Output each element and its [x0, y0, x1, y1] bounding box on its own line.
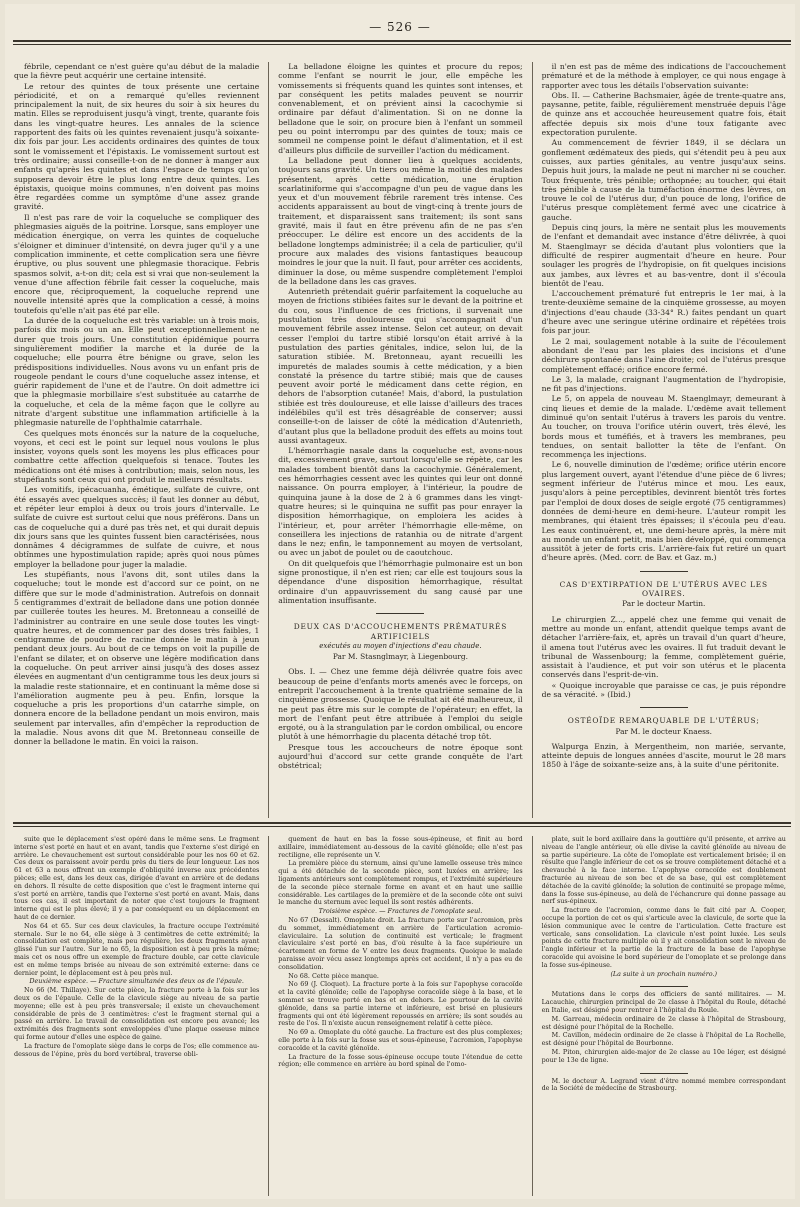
article-heading: CAS D'EXTIRPATION DE L'UTÉRUS AVEC LES OVAIRES.	[559, 579, 768, 599]
paragraph: Depuis cinq jours, la mère ne sentait plus les mouvements de l'enfant et demandait avec instance d'être délivrée, à quoi M. Staenglmayr se décida d'autant plus volontiers que la difficulté de respirer augmentait d'heure en heure. Pour soulager les progrès de l'hydropisie, on fit quelques incisions aux jambes, aux lèvres et au bas-ventre, dont il s'écoula bientôt de l'eau.	[541, 223, 786, 288]
column-3	[532, 62, 795, 818]
paragraph: L'accouchement prématuré fut entrepris le 1er mai, à la trente-deuxième semaine de la cinquième grossesse, au moyen d'injections d'eau chaude (33-34° R.) faites pendant un quart d'heure avec une seringue utérine ordinaire et répétées trois fois par jour.	[541, 289, 786, 336]
paragraph: M. Piton, chirurgien aide-major de 2e classe au 10e léger, est désigné pour le 13e de ligne.	[541, 1047, 786, 1064]
paragraph: Presque tous les accoucheurs de notre époque sont aujourd'hui d'accord sur cette grande conquête de l'art obstétrical;	[278, 742, 523, 771]
paragraph: Le 3, la malade, craignant l'augmentation de l'hydropisie, ne fit pas d'injections.	[541, 374, 786, 394]
paragraph: La fracture de l'omoplate siège dans le corps de l'os; elle commence au-dessous de l'épine, près du bord vertébral, traverse obli-	[14, 1041, 260, 1058]
article-subheading: exécutés au moyen d'injections d'eau chaude.	[319, 641, 482, 650]
bottom-column-3	[532, 836, 795, 1196]
header-rule	[13, 40, 791, 42]
paragraph: suite que le déplacement s'est opéré dans le même sens. Le fragment interne s'est porté en haut et en avant, tandis que l'externe s'est dirigé en arrière. Le chevauchement est surtout considérable pour les nos 60 et 62. Ces deux os paraissent avoir perdu près du tiers de leur longueur. Les nos 61 et 63 a nous offrent un exemple d'obliquité inverse aux précédentes pièces; elle est, dans les deux cas, dirigée d'avant en arrière et de dedans en dehors. Il résulte de cette disposition que c'est le fragment interne qui s'est porté en arrière, tandis que l'externe s'est porté en avant. Mais, dans tous ces cas, il est important de noter que c'est toujours le fragment interne qui est le plus élevé; il y a par conséquent eu un déplacement en haut de ce dernier.	[14, 836, 260, 921]
bottom-columns	[5, 836, 795, 1196]
top-columns	[5, 62, 795, 818]
section-divider	[640, 986, 688, 987]
paragraph: Nos 64 et 65. Sur ces deux clavicules, la fracture occupe l'extrémité sternale. Sur le no 64, elle siège à 3 centimètres de cette extrémité; la consolidation est complète, mais peu régulière, les deux fragments ayant glissé l'un sur l'autre. Sur le no 65, la disposition est à peu près la même; mais cet os nous offre un exemple de fracture double, car cette clavicule est en même temps brisée au niveau de son extrémité externe: dans ce dernier point, le déplacement est à peu près nul.	[14, 921, 260, 977]
paragraph: La première pièce du sternum, ainsi qu'une lamelle osseuse très mince qui a été détachée de la seconde pièce, sont luxées en arrière; les ligaments antérieurs sont complètement rompus, et l'extrémité supérieure de la seconde pièce sternale forme en avant et en haut une saillie considérable. Les cartilages de la première et de la seconde côte ont suivi le manche du sternum avec lequel ils sont restés adhérents.	[278, 859, 523, 907]
section-divider	[376, 613, 424, 614]
section-subtitle: Deuxième espèce. — Fracture simultanée des deux os de l'épaule.	[29, 977, 244, 986]
paragraph: Ces quelques mots énoncés sur la nature de la coqueluche, voyons, et ceci est le point sur lequel nous voulons le plus insister, voyons quels sont les moyens les plus efficaces pour combattre cette affection quelquefois si tenace. Toutes les médications ont été mises à contribution; mais, selon nous, les stupéfiants sont ceux qui ont produit le meilleurs résultats.	[14, 428, 260, 485]
paragraph: fébrile, cependant ce n'est guère qu'au début de la maladie que la fièvre peut acquérir une certaine intensité.	[14, 62, 260, 81]
paragraph: « Quoique incroyable que paraisse ce cas, je puis répondre de sa véracité. » (Ibid.)	[541, 680, 786, 699]
column-1	[5, 62, 268, 818]
paragraph: La fracture de la fosse sous-épineuse occupe toute l'étendue de cette région; elle commence en arrière au bord spinal de l'omo-	[278, 1052, 523, 1069]
paragraph: Walpurga Enzin, à Mergentheim, non mariée, servante, atteinte depuis de longues années d'ascite, mourut le 28 mars 1850 à l'âge de soixante-seize ans, à la suite d'une péritonite.	[541, 741, 786, 770]
paragraph: Au commencement de février 1849, il se déclara un gonflement œdémateux des pieds, qui s'étendit peu à peu aux cuisses, aux parties génitales, au ventre jusqu'aux seins. Depuis huit jours, la malade ne peut ni marcher ni se coucher. Toux fréquente, très pénible; orthopnée; au toucher, qui était très pénible à cause de la tuméfaction énorme des lèvres, on trouve le col de l'utérus dur, d'un pouce de long, l'orifice de l'utérus presque complètement fermé avec une cicatrice à gauche.	[541, 138, 786, 222]
article-heading: OSTÉOÏDE REMARQUABLE DE L'UTÉRUS;	[567, 716, 760, 726]
paragraph: Autenrieth prétendait guérir parfaitement la coqueluche au moyen de frictions stibiées faites sur le devant de la poitrine et du cou, sous l'influence de ces frictions, il survenait une pustulation très douloureuse qui s'accompagnait d'un mouvement fébrile assez intense. Selon cet auteur, on devait cesser l'emploi du tartre stibié lorsqu'on était arrivé à la pustulation des parties génitales, indice, selon lui, de la saturation stibiée. M. Bretonneau, ayant recueilli les impuretés de malades soumis à cette médication, y a bien constaté la présence du tartre stibié; mais que de causes peuvent avoir porté le médicament dans cette région, en dehors de l'absorption cutanée! Mais, d'abord, la pustulation stibiée est très douloureuse, et elle laisse d'ailleurs des traces indélébiles qu'il est très désagréable de conserver; aussi conseille-t-on de laisser de côté la médication d'Autenrieth, d'autant plus que la belladone produit des effets au moins tout aussi avantageux.	[278, 287, 523, 445]
article-author: Par le docteur Martin.	[622, 599, 706, 609]
section-subtitle: Troisième espèce. — Fractures de l'omoplate seul.	[318, 907, 483, 916]
paragraph: Le 5, on appela de nouveau M. Staenglmayr, demeurant à cinq lieues et demie de la malade. L'œdème avait tellement diminué qu'on sentait l'utérus à travers les parois du ventre. Au toucher, on trouva l'orifice utérin ouvert, très élevé, les bords mous et tuméfiés, et à travers les membranes, peu tendues, on sentait ballotter la tête de l'enfant. On recommença les injections.	[541, 394, 786, 460]
paragraph: La belladone peut donner lieu à quelques accidents, toujours sans gravité. Un tiers ou même la moitié des malades présentent, après cette médication, une éruption scarlatiniforme qui s'accompagne d'un peu de vague dans les yeux et d'un mouvement fébrile rarement très intense. Ces accidents apparaissent au bout de vingt-cinq à trente jours de traitement, et disparaissent sans traitement; ils sont sans gravité, mais il faut en être prévenu afin de ne pas s'en préoccuper. Le délire est encore un des accidents de la belladone longtemps administrée; il a cela de particulier, qu'il procure aux malades des visions fantastiques beaucoup moindres le jour que la nuit. Il faut, pour arrêter ces accidents, diminuer la dose, ou même suspendre complètement l'emploi de la belladone dans les cas graves.	[278, 155, 523, 286]
paragraph: Le 2 mai, soulagement notable à la suite de l'écoulement abondant de l'eau par les plaies des incisions et d'une déchirure spontanée dans l'aine droite; col de l'utérus presque complètement effacé; orifice encore fermé.	[541, 336, 786, 374]
paragraph: Les vomitifs, ipécacuanha, émétique, sulfate de cuivre, ont été essayés avec quelques succès; il faut les donner au début, et répéter leur emploi à deux ou trois jours d'intervalle. Le sulfate de cuivre est surtout celui que nous préférons. Dans un cas de coqueluche qui a duré pas très net, et qui durait depuis dix jours sans que les quintes fussent bien caractérisées, nous donnâmes 4 décigrammes de sulfate de cuivre, et nous obtînmes une hypostimulation rapide; après quoi nous pûmes employer la belladone pour juger la maladie.	[14, 485, 260, 569]
paragraph: On dit quelquefois que l'hémorrhagie pulmonaire est un bon signe pronostique, il n'en est rien; car elle est toujours sous la dépendance d'une disposition hémorrhagique, résultat ordinaire d'un appauvrissement du sang causé par une alimentation insuffisante.	[278, 558, 523, 605]
section-divider	[640, 707, 688, 708]
paragraph: plate, suit le bord axillaire dans la gouttière qu'il présente, et arrive au niveau de l'angle antérieur, où elle divise la cavité glénoïde au niveau de sa partie supérieure. La côte de l'omoplate est verticalement brisée; il en résulte que l'angle inférieur de cet os se trouve complètement détaché et a chevauché à la face interne. L'apophyse coracoïde est doublement fracturée au niveau de son bec et de sa base, qui est complètement détachée de la cavité glénoïde; la solution de continuité se propage même, dans la fosse sus-épineuse, au delà de l'échancrure qui donne passage au nerf sus-épineux.	[541, 836, 786, 906]
article-author: Par M. Stasnglmayr, à Liegenbourg.	[332, 652, 468, 662]
paragraph: La durée de la coqueluche est très variable: un à trois mois, parfois dix mois ou un an. Elle peut exceptionnellement ne durer que trois jours. Une constitution épidémique pourra singulièrement modifier la marche et la durée de la coqueluche; elle pourra être bénigne ou grave, selon les prédispositions individuelles. Nous avons vu un enfant pris de rougeole pendant le cours d'une coqueluche assez intense, et guérir rapidement de l'une et de l'autre. On doit admettre ici que la phlegmasie morbillaire s'est substituée au catarrhe de la coqueluche, et cela de la même façon que le collyre au nitrate d'argent substitue une inflammation artificielle à la phlegmasie naturelle de l'ophthalmie catarrhale.	[14, 316, 260, 428]
paragraph: Le 6, nouvelle diminution de l'œdème; orifice utérin encore plus largement ouvert, ayant l'étendue d'une pièce de 6 livres; segment inférieur de l'utérus mince et mou. Les eaux, jusqu'alors à peine perceptibles, devinrent bientôt très fortes par l'emploi de doux doses de seigle ergoté (75 centigrammes) données de demi-heure en demi-heure. L'auteur rompit les membranes, qui étaient très épaisses; il s'écoula peu d'eau. Les eaux continuèrent, et, une demi-heure après, la mère mit au monde un enfant petit, mais bien développé, qui commença aussitôt à jeter de forts cris. L'arrière-faix fut retiré un quart d'heure après. (Med. corr. de Bav. et Gaz. m.)	[541, 460, 786, 563]
paragraph: No 69 (J. Cloquet). La fracture porte à la fois sur l'apophyse coracoïde et la cavité glénoïde; celle de l'apophyse coracoïde siège à la base, et le sommet se trouve porté en bas et en dehors. Le pourtour de la cavité glénoïde, dans sa partie interne et inférieure, est brisé en plusieurs fragments qui ont été légèrement repoussés en arrière; ils sont soudés au reste de l'os. Il n'existe aucun renseignement relatif à cette pièce.	[278, 980, 523, 1028]
continuation-note: (La suite à un prochain numéro.)	[610, 969, 718, 978]
newspaper-page	[5, 4, 795, 1199]
paragraph: Il n'est pas rare de voir la coqueluche se compliquer des phlegmasies aiguës de la poitrine. Lorsque, sans employer une médication énergique, on verra les quintes de coqueluche s'éloigner et diminuer d'intensité, on devra juger qu'il y a une complication imminente, et cette complication sera une fièvre éruptive, ou plus souvent une phlegmasie thoracique. Febris spasmos solvit, a-t-on dit; cela est si vrai que non-seulement la venue d'une affection fébrile fait cesser la coqueluche, mais encore que, réciproquement, la coqueluche reprend une nouvelle intensité après que la complication a cessé, à moins toutefois qu'elle n'ait pas été par elle.	[14, 212, 260, 315]
paragraph: Le retour des quintes de toux présente une certaine périodicité, et on a remarqué qu'elles reviennent principalement la nuit, de six heures du soir à six heures du matin. Elles se reproduisent jusqu'à vingt, trente, quarante fois dans les vingt-quatre heures. Les annales de la science rapportent des faits où les quintes revenaient jusqu'à soixante-dix fois par jour. Les accidents ordinaires des quintes de toux sont le vomissement et l'épistaxis. Le vomissement surtout est très ordinaire; aussi conseille-t-on de ne donner à manger aux enfants qu'après les quintes et dans l'espace de temps qu'on supposera devoir être le plus long entre deux quintes. Les épistaxis, quoique moins communes, n'en doivent pas moins être regardées comme un symptôme d'une assez grande gravité.	[14, 81, 260, 212]
paragraph: M. le docteur A. Legrand vient d'être nommé membre correspondant de la Société de médecine de Strasbourg.	[541, 1076, 786, 1093]
paragraph: il n'en est pas de même des indications de l'accouchement prématuré et de la méthode à employer, ce qui nous engage à rapporter avec tous les détails l'observation suivante:	[541, 62, 786, 90]
paragraph: Le chirurgien Z..., appelé chez une femme qui venait de mettre au monde un enfant, attendit quelque temps avant de détacher l'arrière-faix, et, après un travail d'un quart d'heure, il amena tout l'utérus avec les ovaires. Il fut traduit devant le tribunal de Wassenbourg; la femme, complètement guérie, assistait à l'audience, et put voir son utérus et le placenta conservés dans l'esprit-de-vin.	[541, 614, 786, 680]
paragraph: No 69 a. Omoplate du côté gauche. La fracture est des plus complexes; elle porte à la fois sur la fosse sus et sous-épineuse, l'acromion, l'apophyse coracoïde et la cavité glénoïde.	[278, 1028, 523, 1052]
paragraph: Obs. I. — Chez une femme déjà délivrée quatre fois avec beaucoup de peine d'enfants morts amenés avec le forceps, on entreprit l'accouchement à la trente quatrième semaine de la cinquième grossesse. Quoique le résultat ait été malheureux, il ne peut pas être mis sur le compte de l'opérateur; en effet, la mort de l'enfant peut être attribuée à l'emploi du seigle ergoté, ou à la strangulation par le cordon ombilical, ou encore plutôt à une hémorrhagie du placenta détaché trop tôt.	[278, 667, 523, 742]
bottom-column-1	[5, 836, 268, 1196]
paragraph: Obs. II. — Catherine Bachsmaier, âgée de trente-quatre ans, paysanne, petite, faible, régulièrement menstruée depuis l'âge de quinze ans et accouchée heureusement quatre fois, était affectée depuis six mois d'une toux fatigante avec expectoration purulente.	[541, 90, 786, 138]
paragraph: Mutations dans le corps des officiers de santé militaires. — M. Lacauchie, chirurgien principal de 2e classe à l'hôpital du Roule, détaché en Italie, est désigné pour rentrer à l'hôpital du Roule.	[541, 990, 786, 1014]
paragraph: Les stupéfiants, nous l'avons dit, sont utiles dans la coqueluche; tout le monde est d'accord sur ce point, on ne diffère que sur le mode d'administration. Autrefois on donnait 5 centigrammes d'extrait de belladone dans une potion donnée par cuillerée toutes les heures. M. Bretonneau a conseillé de l'administrer au contraire en une seule dose toutes les vingt-quatre heures, et de commencer par des doses très faibles, 1 centigramme de poudre de racine donnée le matin à jeun pendant deux jours. Au bout de ce temps on voit la pupille de l'enfant se dilater, et on observe une légère modification dans la coqueluche. On peut arriver ainsi jusqu'à des doses assez élevées en augmentant d'un centigramme tous les deux jours si la maladie reste stationnaire, et en continuant la même dose si l'amélioration augmente peu à peu. Enfin, lorsque la coqueluche a pris les proportions d'un catarrhe simple, on donnera encore de la belladone pendant un mois environ, mais seulement par intervalles, afin d'empêcher la reproduction de la maladie. Nous avons dit que M. Bretonneau conseille de donner la belladone le matin. En voici la raison.	[14, 570, 260, 747]
article-author: Par M. le docteur Knaess.	[615, 726, 713, 736]
section-divider	[640, 571, 688, 572]
paragraph: L'hémorrhagie nasale dans la coqueluche est, avons-nous dit, excessivement grave, surtout lorsqu'elle se répète, car les malades tombent bientôt dans la cacochymie. Généralement, ces hémorrhagies cessent avec les quintes qui leur ont donné naissance. On pourra employer, à l'intérieur, la poudre de quinquina jaune à la dose de 2 à 6 grammes dans les vingt-quatre heures; si le quinquina ne suffit pas pour enrayer la disposition hémorrhagique, on emploiera les acides à l'intérieur, et, pour arrêter l'hémorrhagie elle-même, on conseillera les injections de ratanhia ou de nitrate d'argent dans le nez; enfin, le tamponnement au moyen de vertsolant, ou avec un jabot de poulet ou de caoutchouc.	[278, 446, 523, 558]
bottom-column-2	[268, 836, 531, 1196]
section-rule-thin	[13, 826, 791, 827]
paragraph: La belladone éloigne les quintes et procure du repos; comme l'enfant se nourrit le jour, elle empêche les vomissements si fréquents quand les quintes sont intenses, et par conséquent les petits malades peuvent se nourrir convenablement, et on prévient ainsi la cacochymie si ordinaire par défaut d'alimentation. Si on ne donne la belladone que le soir, on procure bien à l'enfant un sommeil peu ou point interrompu par des quintes de toux; mais ce sommeil ne compense point le défaut d'alimentation, et il est d'ailleurs plus difficile de surveiller l'action du médicament.	[278, 62, 523, 155]
paragraph: No 68. Cette pièce manque.	[288, 971, 379, 980]
page-number: — 526 —	[369, 20, 431, 34]
article-heading: DEUX CAS D'ACCOUCHEMENTS PRÉMATURÉS ARTIFICIELS	[293, 622, 508, 641]
paragraph: M. Cavillon, médecin ordinaire de 2e classe à l'hôpital de La Rochelle, est désigné pour l'hôpital de Bourbonne.	[541, 1031, 786, 1048]
paragraph: M. Garreau, médecin ordinaire de 2e classe à l'hôpital de Strasbourg, est désigné pour l'hôpital de la Rochelle.	[541, 1014, 786, 1031]
section-divider	[640, 1073, 688, 1074]
column-2	[268, 62, 531, 818]
section-rule	[13, 822, 791, 824]
header-rule-thin	[13, 44, 791, 45]
paragraph: No 67 (Dessalt). Omoplate droit. La fracture porte sur l'acromion, près du sommet, immédiatement en arrière de l'articulation acromio-claviculaire. La solution de continuité est verticale; le fragment claviculaire s'est porté en bas, d'où résulte à la face supérieure un écartement en forme de V entre les deux fragments. Quoique le malade paraisse avoir vécu assez longtemps après cet accident, il n'y a pas eu de consolidation.	[278, 915, 523, 971]
paragraph: quement de haut en bas la fosse sous-épineuse, et finit au bord axillaire, immédiatement au-dessous de la cavité glénoïde; elle n'est pas rectiligne, elle représente un V.	[278, 836, 523, 859]
paragraph: La fracture de l'acromion, comme dans le fait cité par A. Cooper, occupe la portion de cet os qui s'articule avec la clavicule, de sorte que la lésion communique avec le centre de l'articulation. Cette fracture est verticale, sans consolidation. La clavicule n'est point luxée. Les seuls points de cette fracture multiple où il y ait consolidation sont le niveau de l'angle inférieur et la partie de la fracture de la base de l'apophyse coracoïde qui avoisine le bord supérieur de l'omoplate et se prolonge dans la fosse sus-épineuse.	[541, 906, 786, 969]
paragraph: No 66 (M. Thillaye). Sur cette pièce, la fracture porte à la fois sur les deux os de l'épaule. Celle de la clavicule siège au niveau de sa partie moyenne; elle est à peu près transversale; il existe un chevauchement considérable de près de 3 centimètres: c'est le fragment sternal qui a passé en arrière. Le travail de consolidation est encore peu avancé; les extrémités des fragments sont enveloppées d'une plaque osseuse mince qui forme autour d'elles une espèce de gaine.	[14, 986, 260, 1041]
